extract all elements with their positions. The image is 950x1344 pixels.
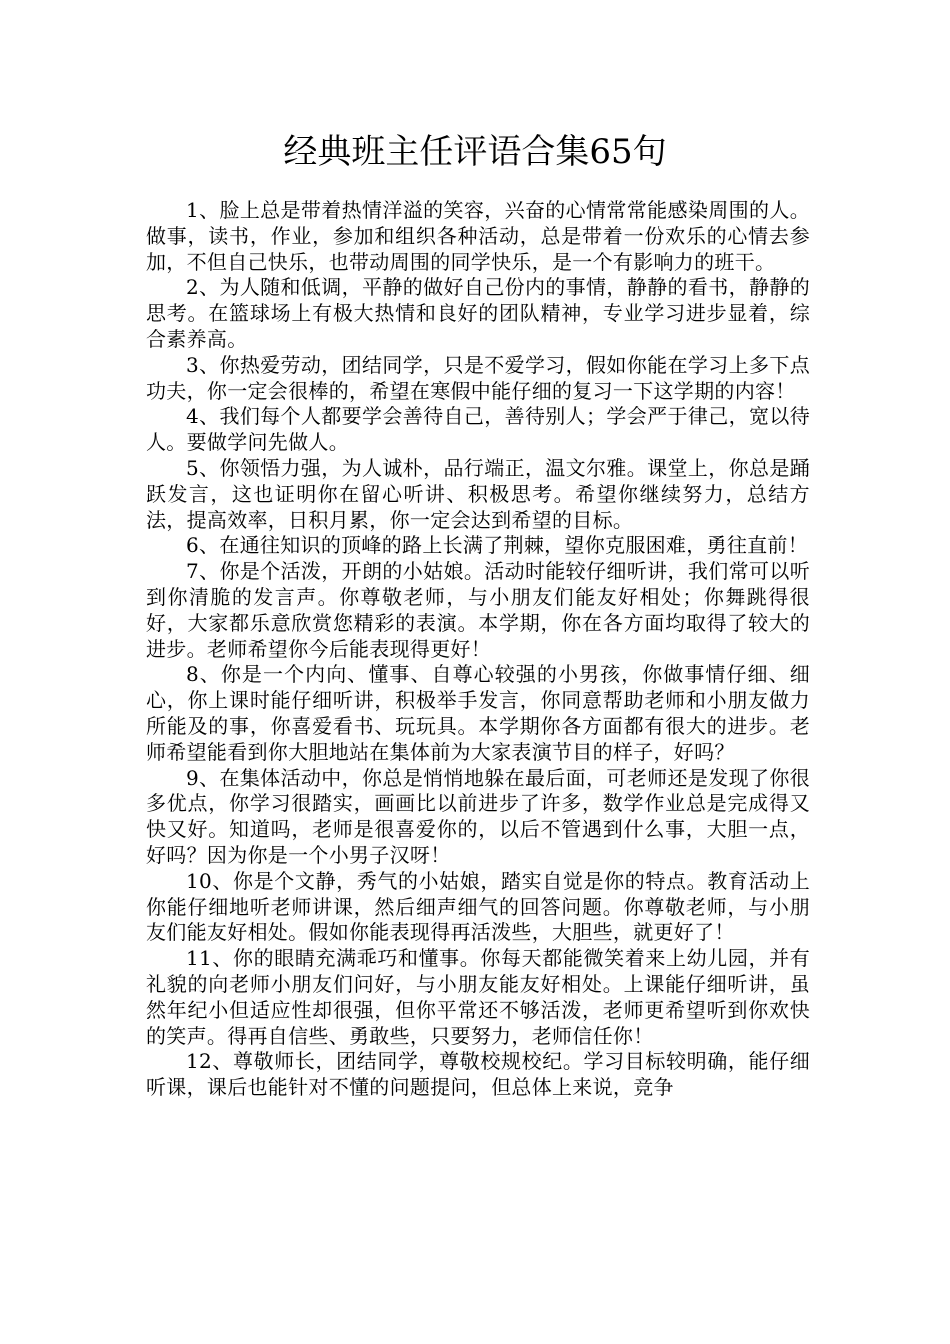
paragraph-3: 3、你热爱劳动，团结同学，只是不爱学习，假如你能在学习上多下点功夫，你一定会很棒的，希望在寒假中能仔细的复习一下这学期的内容！	[146, 352, 810, 403]
document-body	[146, 198, 810, 1101]
paragraph-4: 4、我们每个人都要学会善待自己，善待别人；学会严于律己，宽以待人。要做学问先做人。	[146, 404, 810, 455]
paragraph-12: 12、尊敬师长，团结同学，尊敬校规校纪。学习目标较明确，能仔细听课，课后也能针对不懂的问题提问，但总体上来说，竞争	[146, 1049, 810, 1100]
paragraph-2: 2、为人随和低调，平静的做好自己份内的事情，静静的看书，静静的思考。在篮球场上有极大热情和良好的团队精神，专业学习进步显着，综合素养高。	[146, 275, 810, 351]
paragraph-10: 10、你是个文静，秀气的小姑娘，踏实自觉是你的特点。教育活动上你能仔细地听老师讲课，然后细声细气的回答问题。你尊敬老师，与小朋友们能友好相处。假如你能表现得再活泼些，大胆些，就更好了！	[146, 868, 810, 945]
document-title: 经典班主任评语合集65句	[283, 132, 667, 172]
paragraph-8: 8、你是一个内向、懂事、自尊心较强的小男孩，你做事情仔细、细心，你上课时能仔细听讲，积极举手发言，你同意帮助老师和小朋友做力所能及的事，你喜爱看书、玩玩具。本学期你各方面都有很大的进步。老师希望能看到你大胆地站在集体前为大家表演节目的样子，好吗？	[146, 662, 810, 764]
paragraph-5: 5、你领悟力强，为人诚朴，品行端正，温文尔雅。课堂上，你总是踊跃发言，这也证明你在留心听讲、积极思考。希望你继续努力，总结方法，提高效率，日积月累，你一定会达到希望的目标。	[146, 455, 810, 532]
paragraph-7: 7、你是个活泼，开朗的小姑娘。活动时能较仔细听讲，我们常可以听到你清脆的发言声。你尊敬老师，与小朋友们能友好相处；你舞跳得很好，大家都乐意欣赏您精彩的表演。本学期，你在各方面均取得了较大的进步。老师希望你今后能表现得更好！	[146, 559, 810, 661]
paragraph-1: 1、脸上总是带着热情洋溢的笑容，兴奋的心情常常能感染周围的人。做事，读书，作业，参加和组织各种活动，总是带着一份欢乐的心情去参加，不但自己快乐，也带动周围的同学快乐，是一个有影响力的班干。	[146, 198, 810, 274]
paragraph-6: 6、在通往知识的顶峰的路上长满了荆棘，望你克服困难，勇往直前！	[186, 533, 809, 558]
paragraph-9: 9、在集体活动中，你总是悄悄地躲在最后面，可老师还是发现了你很多优点，你学习很踏实，画画比以前进步了许多，数学作业总是完成得又快又好。知道吗，老师是很喜爱你的，以后不管遇到什么事，大胆一点，好吗？因为你是一个小男子汉呀！	[146, 765, 810, 867]
paragraph-11: 11、你的眼睛充满乖巧和懂事。你每天都能微笑着来上幼儿园，并有礼貌的向老师小朋友们问好，与小朋友能友好相处。上课能仔细听讲，虽然年纪小但适应性却很强，但你平常还不够活泼，老师更希望听到你欢快的笑声。得再自信些、勇敢些，只要努力，老师信任你！	[146, 946, 810, 1048]
